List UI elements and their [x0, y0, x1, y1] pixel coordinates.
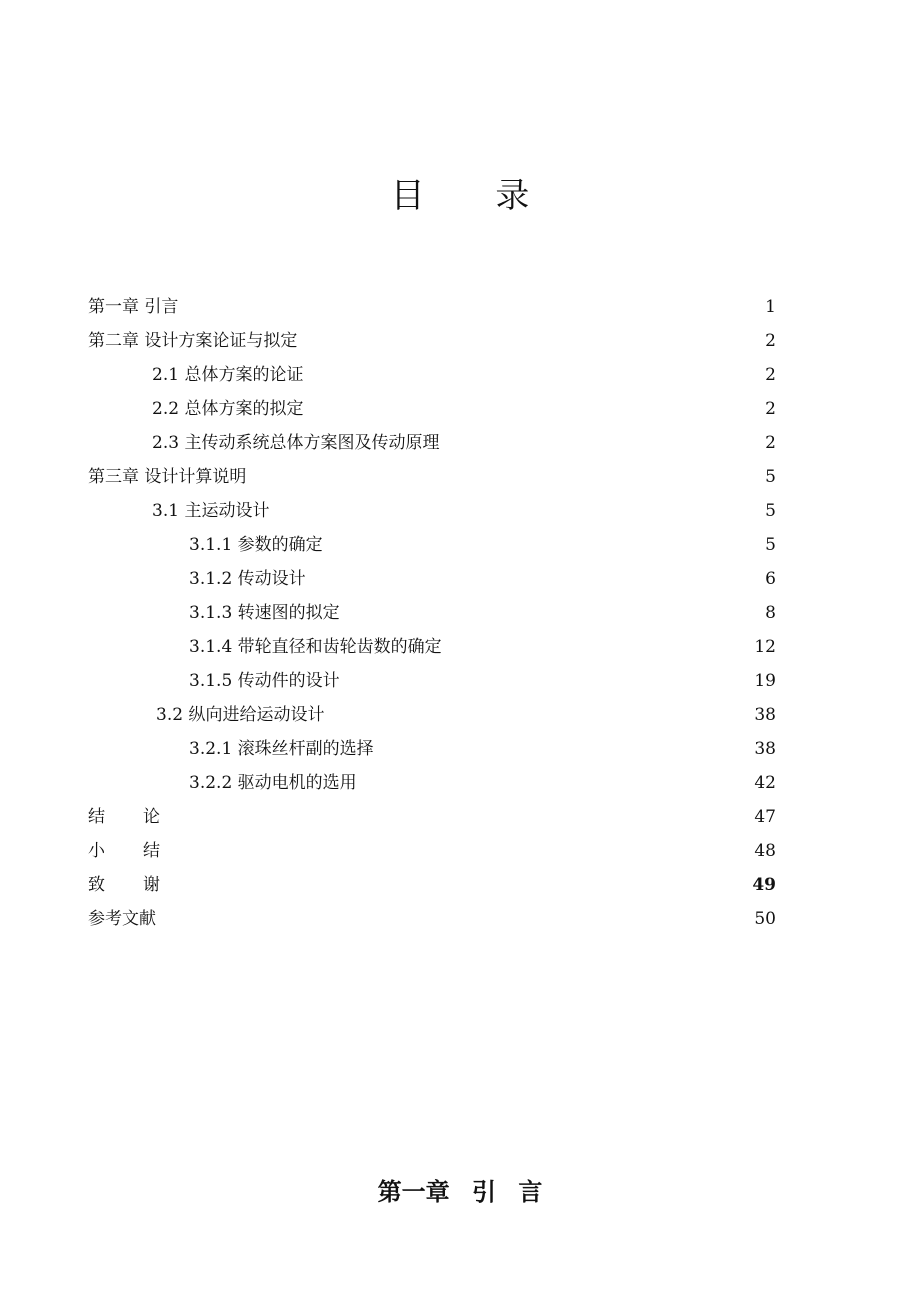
toc-entry-3-1[interactable]	[88, 494, 776, 528]
toc-entry-page: 2	[765, 365, 776, 385]
toc-entry-3-1-5[interactable]	[88, 664, 776, 698]
toc-entry-label: 3.1.2 传动设计	[189, 569, 306, 589]
toc-entry-page: 2	[765, 399, 776, 419]
toc-entry-acknowledgements[interactable]	[88, 868, 776, 902]
toc-entry-page: 50	[754, 909, 776, 929]
toc-entry-2-2[interactable]	[88, 392, 776, 426]
toc-entry-page: 5	[765, 501, 776, 521]
toc-entry-label: 3.1 主运动设计	[152, 501, 270, 521]
table-of-contents	[88, 290, 776, 936]
toc-entry-page: 1	[765, 297, 776, 317]
toc-entry-label: 3.2.1 滚珠丝杆副的选择	[189, 739, 374, 759]
toc-entry-label: 3.1.4 带轮直径和齿轮齿数的确定	[189, 637, 442, 657]
toc-entry-label: 致谢	[88, 875, 198, 895]
toc-entry-label: 第二章 设计方案论证与拟定	[88, 331, 298, 351]
toc-entry-label: 3.1.1 参数的确定	[189, 535, 323, 555]
toc-entry-chapter-2[interactable]	[88, 324, 776, 358]
toc-entry-label: 3.2 纵向进给运动设计	[156, 705, 325, 725]
toc-entry-summary[interactable]	[88, 834, 776, 868]
toc-entry-page: 38	[754, 739, 776, 759]
toc-entry-page: 8	[765, 603, 776, 623]
toc-entry-chapter-1[interactable]	[88, 290, 776, 324]
toc-entry-label: 参考文献	[88, 909, 156, 929]
toc-entry-2-3[interactable]	[88, 426, 776, 460]
toc-entry-label: 2.2 总体方案的拟定	[152, 399, 304, 419]
toc-entry-page: 47	[754, 807, 776, 827]
toc-entry-label: 3.1.3 转速图的拟定	[189, 603, 340, 623]
toc-entry-page: 12	[754, 637, 776, 657]
toc-entry-label: 3.2.2 驱动电机的选用	[189, 773, 357, 793]
toc-entry-3-1-4[interactable]	[88, 630, 776, 664]
chapter-heading: 第一章 引 言	[377, 1178, 543, 1206]
toc-entry-3-1-2[interactable]	[88, 562, 776, 596]
toc-entry-label: 2.1 总体方案的论证	[152, 365, 304, 385]
toc-entry-label: 结论	[88, 807, 198, 827]
toc-entry-page: 5	[765, 467, 776, 487]
toc-entry-3-1-1[interactable]	[88, 528, 776, 562]
toc-entry-3-2[interactable]	[88, 698, 776, 732]
toc-entry-3-1-3[interactable]	[88, 596, 776, 630]
toc-entry-label: 第一章 引言	[88, 297, 179, 317]
toc-entry-3-2-1[interactable]	[88, 732, 776, 766]
toc-entry-label: 3.1.5 传动件的设计	[189, 671, 340, 691]
toc-entry-label: 2.3 主传动系统总体方案图及传动原理	[152, 433, 440, 453]
toc-entry-label: 第三章 设计计算说明	[88, 467, 247, 487]
toc-entry-page: 5	[765, 535, 776, 555]
toc-entry-page: 2	[765, 331, 776, 351]
toc-entry-page: 38	[754, 705, 776, 725]
toc-entry-page: 48	[754, 841, 776, 861]
toc-entry-page: 49	[752, 875, 776, 895]
toc-entry-chapter-3[interactable]	[88, 460, 776, 494]
toc-title: 目 录	[390, 176, 560, 216]
toc-entry-3-2-2[interactable]	[88, 766, 776, 800]
toc-entry-2-1[interactable]	[88, 358, 776, 392]
toc-entry-conclusion[interactable]	[88, 800, 776, 834]
toc-entry-references[interactable]	[88, 902, 776, 936]
toc-entry-label: 小结	[88, 841, 198, 861]
toc-entry-page: 19	[754, 671, 776, 691]
toc-entry-page: 42	[754, 773, 776, 793]
toc-entry-page: 2	[765, 433, 776, 453]
toc-entry-page: 6	[765, 569, 776, 589]
